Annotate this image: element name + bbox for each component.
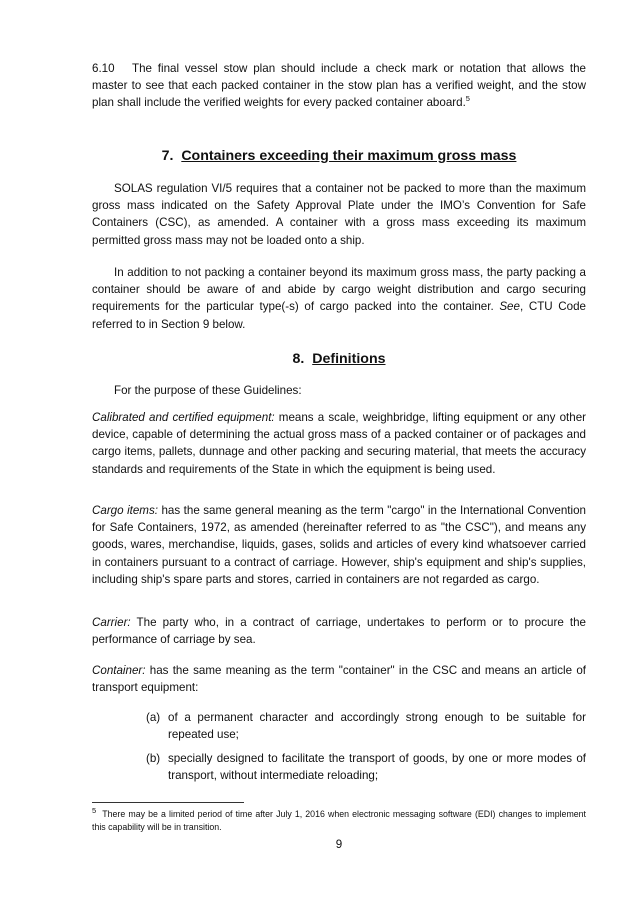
list-item-label: (b) <box>146 752 161 765</box>
definition-term: Carrier: <box>92 616 131 629</box>
definition-text: has the same meaning as the term "container" in the CSC and means an article of transport equipment: <box>92 664 586 695</box>
definition-text: has the same general meaning as the term "cargo" in the International Convention for Safe Containers, 1972, as amended (hereinafter referred to as "the CSC"), and means any goods, wares, merchandise, liquids, gases, solids and articles of every kind whatsoever carried in containers pursuant to a contract of carriage. However, ship's equipment and ship's supplies, including ship's spare parts and stores, carried in containers are not regarded as cargo. <box>92 504 586 586</box>
heading-number: 8. <box>292 351 305 367</box>
list-item-text: of a permanent character and accordingly strong enough to be suitable for repeated use; <box>168 711 586 742</box>
section-7-heading <box>92 148 586 164</box>
see-reference: See <box>499 300 520 314</box>
section-7-paragraph-2 <box>92 264 586 333</box>
definitions-intro: For the purpose of these Guidelines: <box>114 384 302 397</box>
definition-text: The party who, in a contract of carriage, undertakes to perform or to procure the performance of carriage by sea. <box>92 616 586 647</box>
footnote-reference[interactable]: 5 <box>465 94 470 104</box>
paragraph-number: 6.10 <box>92 62 115 75</box>
definition-cargo-items <box>92 502 586 588</box>
footnote-separator <box>92 802 244 803</box>
paragraph-6-10 <box>92 60 586 112</box>
definition-carrier <box>92 614 586 648</box>
footnote-marker: 5 <box>92 806 97 816</box>
definition-term: Calibrated and certified equipment: <box>92 411 275 424</box>
section-7-paragraph-1: SOLAS regulation VI/5 requires that a container not be packed to more than the maximum gross mass indicated on the Safety Approval Plate under the IMO’s Convention for Safe Containers (CSC), as amended. A container with a gross mass exceeding its maximum permitted gross mass may not be loaded onto a ship. <box>92 182 586 247</box>
footnote-text: There may be a limited period of time after July 1, 2016 when electronic messaging software (EDI) changes to implement this capability will be in transition. <box>92 809 587 832</box>
list-item-label: (a) <box>146 711 161 724</box>
definition-text: means a scale, weighbridge, lifting equipment or any other device, capable of determining the actual gross mass of a packed container or of packages and cargo items, pallets, dunnage and other packing and securing material, that meets the accuracy standards and requirements of the State in which the equipment is being used. <box>92 411 586 476</box>
page-number: 9 <box>335 838 343 851</box>
list-item <box>146 750 586 784</box>
section-8-heading <box>92 351 586 367</box>
paragraph-text: The final vessel stow plan should include a check mark or notation that allows the master to see that each packed container in the stow plan has a verified weight, and the stow plan shall include the verified weights for every packed container aboard. <box>92 62 586 110</box>
heading-title: Containers exceeding their maximum gross mass <box>181 148 517 164</box>
heading-number: 7. <box>161 148 174 164</box>
definition-container <box>92 662 586 696</box>
paragraph-text: In addition to not packing a container beyond its maximum gross mass, the party packing a container should be aware of and abide by cargo weight distribution and cargo securing requirements for the particular type(-s) of cargo packed into the container. <box>92 266 586 314</box>
definition-term: Container: <box>92 664 146 677</box>
list-item <box>146 709 586 743</box>
heading-title: Definitions <box>312 351 386 367</box>
list-item-text: specially designed to facilitate the transport of goods, by one or more modes of transport, without intermediate reloading; <box>168 752 586 783</box>
footnote <box>92 808 586 834</box>
definition-calibrated-equipment <box>92 409 586 478</box>
paragraph-text: , CTU Code referred to in Section 9 below. <box>92 300 586 331</box>
definition-term: Cargo items: <box>92 504 158 517</box>
